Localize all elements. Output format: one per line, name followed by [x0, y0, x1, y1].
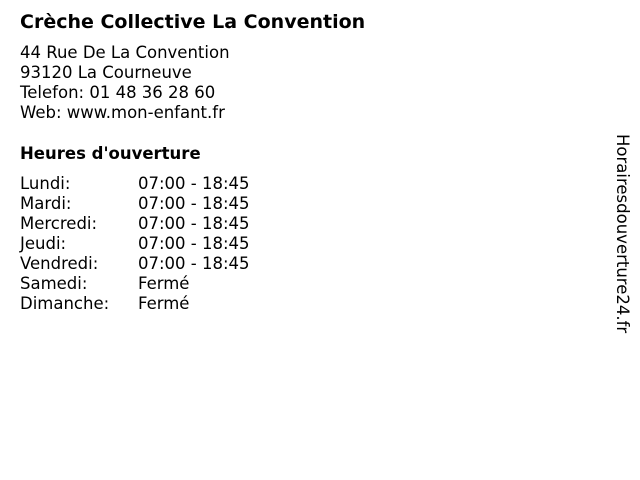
hours-time: 07:00 - 18:45 [138, 214, 250, 233]
hours-row [20, 274, 250, 294]
hours-time: 07:00 - 18:45 [138, 174, 250, 193]
address-block [20, 43, 230, 123]
address-city: 93120 La Courneuve [20, 63, 192, 82]
hours-row [20, 294, 250, 314]
phone-text: Telefon: 01 48 36 28 60 [20, 83, 216, 102]
hours-time: Fermé [138, 274, 190, 293]
site-watermark: Horairesdouverture24.fr [613, 134, 632, 334]
hours-day: Jeudi: [20, 234, 67, 253]
hours-day: Vendredi: [20, 254, 99, 273]
hours-row [20, 174, 250, 194]
address-street: 44 Rue De La Convention [20, 43, 230, 62]
hours-day: Mercredi: [20, 214, 98, 233]
hours-day: Lundi: [20, 174, 71, 193]
opening-hours-table [20, 174, 250, 314]
website-text: Web: www.mon-enfant.fr [20, 103, 225, 122]
hours-time: 07:00 - 18:45 [138, 254, 250, 273]
hours-row [20, 194, 250, 214]
page-title: Crèche Collective La Convention [20, 11, 366, 33]
hours-time: 07:00 - 18:45 [138, 234, 250, 253]
hours-day: Samedi: [20, 274, 88, 293]
hours-time: Fermé [138, 294, 190, 313]
hours-row [20, 234, 250, 254]
hours-time: 07:00 - 18:45 [138, 194, 250, 213]
opening-hours-heading: Heures d'ouverture [20, 144, 201, 163]
hours-row [20, 254, 250, 274]
hours-day: Dimanche: [20, 294, 110, 313]
hours-day: Mardi: [20, 194, 72, 213]
hours-row [20, 214, 250, 234]
